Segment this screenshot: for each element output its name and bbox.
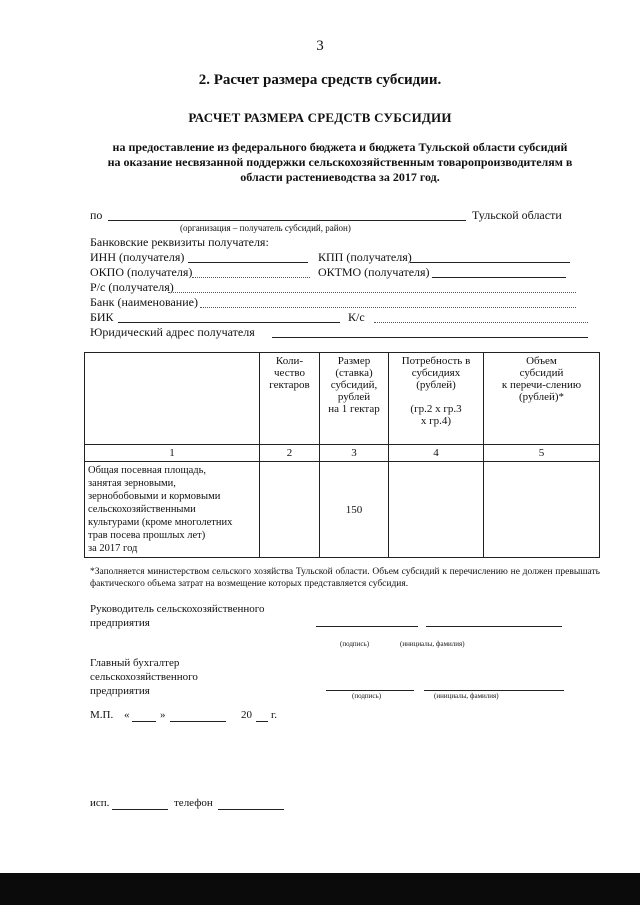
isp-line <box>112 809 168 810</box>
page-number: 3 <box>316 38 324 54</box>
head-name-line <box>426 626 562 627</box>
bank-label: Банк (наименование) <box>90 295 198 309</box>
section-title: 2. Расчет размера средств субсидии. <box>198 72 442 88</box>
column-number-3: 3 <box>320 445 389 462</box>
header-volume: Объем субсидий к перечи-слению (рублей)* <box>484 353 600 445</box>
head-name-caption: (инициалы, фамилия) <box>400 640 465 648</box>
ks-line <box>374 322 588 323</box>
bik-line <box>118 322 340 323</box>
address-label: Юридический адрес получателя <box>90 325 255 339</box>
address-line <box>272 337 588 338</box>
rs-label: Р/с (получателя) <box>90 280 174 294</box>
okpo-line <box>192 277 310 278</box>
date-year-prefix: 20 <box>241 709 252 721</box>
organization-caption: (организация – получатель субсидий, район) <box>180 223 351 233</box>
region-label: Тульской области <box>472 208 562 222</box>
rs-line <box>168 292 576 293</box>
header-need: Потребность в субсидиях (рублей) (гр.2 х гр.3 х гр.4) <box>389 353 484 445</box>
bik-label: БИК <box>90 310 114 324</box>
row-volume <box>484 462 600 558</box>
head-label: Руководитель сельскохозяйственного предприятия <box>90 603 265 629</box>
date-day-line <box>132 721 156 722</box>
column-number-4: 4 <box>389 445 484 462</box>
ks-label: К/с <box>348 310 365 324</box>
subtitle-line-3: области растениеводства за 2017 год. <box>240 170 440 184</box>
date-year-suffix: г. <box>271 709 278 721</box>
inn-label: ИНН (получателя) <box>90 250 185 264</box>
column-number-1: 1 <box>85 445 260 462</box>
accountant-name-caption: (инициалы, фамилия) <box>434 692 499 700</box>
accountant-signature-line <box>326 690 414 691</box>
header-hectares: Коли- чество гектаров <box>260 353 320 445</box>
date-quote-open: « <box>124 709 130 721</box>
date-month-line <box>170 721 226 722</box>
header-rate: Размер (ставка) субсидий, рублей на 1 гектар <box>320 353 389 445</box>
po-label: по <box>90 208 103 222</box>
column-number-2: 2 <box>260 445 320 462</box>
subtitle-line-1: на предоставление из федерального бюджета и бюджета Тульской области субсидий <box>112 140 568 154</box>
document-title: РАСЧЕТ РАЗМЕРА СРЕДСТВ СУБСИДИИ <box>188 110 452 125</box>
isp-label: исп. <box>90 797 110 809</box>
row-rate: 150 <box>320 462 389 558</box>
phone-label: телефон <box>174 797 213 809</box>
row-label: Общая посевная площадь, занятая зерновыми, зернобобовыми и кормовыми сельскохозяйственными культурами (кроме многолетних трав посева прошлых лет) за 2017 год <box>85 462 260 558</box>
accountant-name-line <box>424 690 564 691</box>
oktmo-line <box>432 277 566 278</box>
subtitle-line-2: на оказание несвязанной поддержки сельскохозяйственным товаропроизводителям в <box>107 155 573 169</box>
header-cell-1 <box>85 353 260 445</box>
row-need <box>389 462 484 558</box>
inn-line <box>188 262 308 263</box>
footnote: *Заполняется министерством сельского хозяйства Тульской области. Объем субсидий к перечислению не должен превышать фактического объема затрат на возмещение которых представляется субсидия. <box>90 567 600 589</box>
okpo-label: ОКПО (получателя) <box>90 265 193 279</box>
bank-details-header: Банковские реквизиты получателя: <box>90 235 269 249</box>
accountant-signature-caption: (подпись) <box>352 692 382 700</box>
head-signature-caption: (подпись) <box>340 640 370 648</box>
accountant-label: Главный бухгалтер сельскохозяйственного предприятия <box>90 657 198 697</box>
subsidy-table <box>84 352 600 558</box>
kpp-label: КПП (получателя) <box>318 250 412 264</box>
head-signature-line <box>316 626 418 627</box>
bank-line <box>200 307 576 308</box>
mp-label: М.П. <box>90 709 114 721</box>
scan-bottom-band <box>0 873 640 905</box>
date-quote-close: » <box>160 709 166 721</box>
row-hectares <box>260 462 320 558</box>
kpp-line <box>410 262 570 263</box>
table-row <box>85 462 600 558</box>
oktmo-label: ОКТМО (получателя) <box>318 265 430 279</box>
date-year-line <box>256 721 268 722</box>
column-number-5: 5 <box>484 445 600 462</box>
phone-line <box>218 809 284 810</box>
organization-line <box>108 220 466 221</box>
